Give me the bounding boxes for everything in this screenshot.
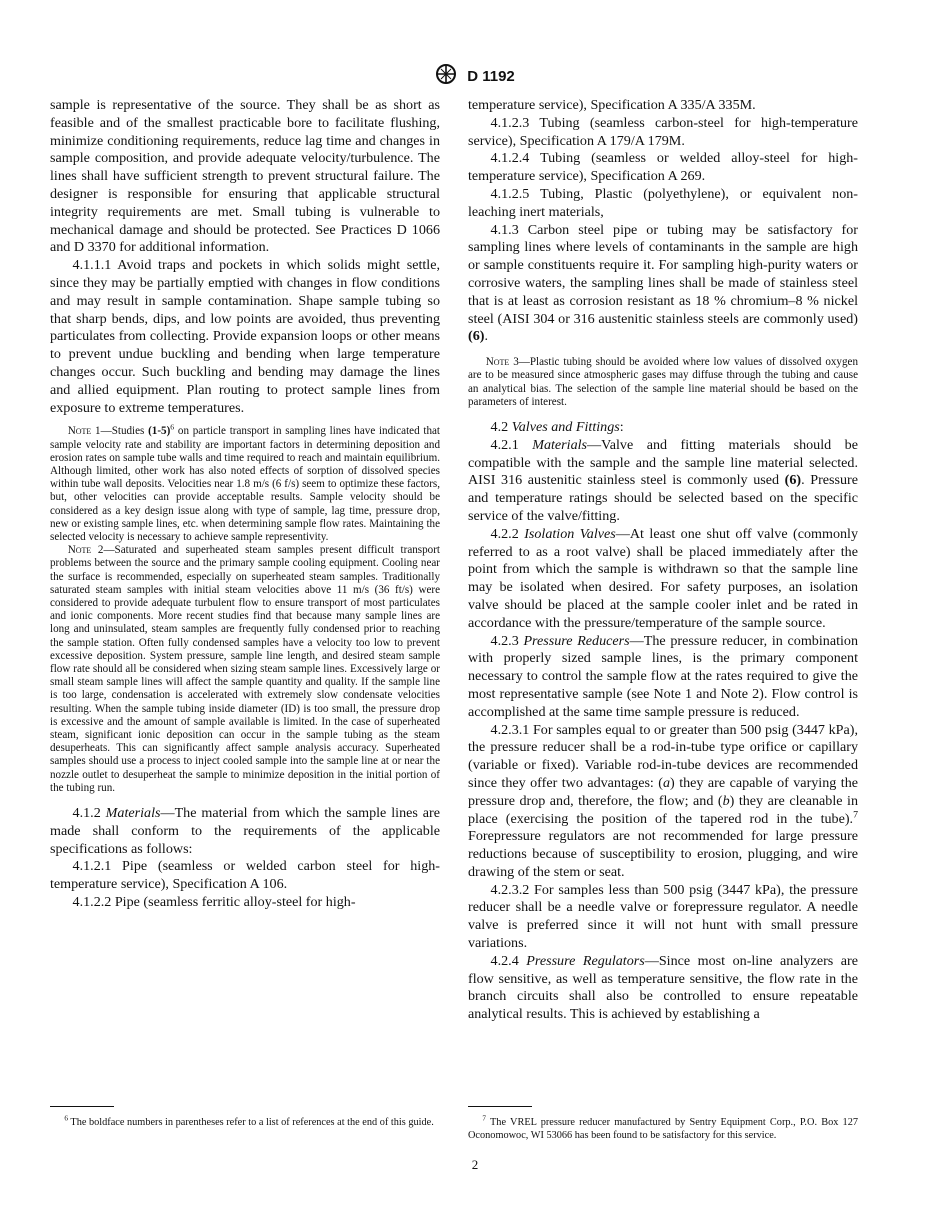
paragraph-4-1-2-2: 4.1.2.2 Pipe (seamless ferritic alloy-steel for high- <box>72 894 356 911</box>
document-id: D 1192 <box>467 68 515 85</box>
paragraph: temperature service), Specification A 335/A 335M. <box>468 97 756 113</box>
paragraph-4-2-3-1: 4.2.3.1 For samples equal to or greater than 500 psig (3447 kPa), the pressure reducer shall be a rod-in-tube type orifice or capillary (variable or fixed). Variable rod-in-tube devices are recommended since they offer two advantages: (a) they are capable of varying the pressure drop and, therefore, the flow; and (b) they are cleanable in place (exercising the position of the tapered rod in the tube).$^7$ Forepressure regulators are not recommended for large pressure reductions because of susceptibility to erosion, plugging, and wire drawing of the stem or seat. <box>468 721 858 880</box>
paragraph-4-2-3: 4.2.3 Pressure Reducers—The pressure reducer, in combination with properly sized sample lines, is the primary component necessary to control the sample flow at the rates required to give the most representative sample (see Note 1 and Note 2). Flow control is accomplished at the same time sample pressure is reduced. <box>468 632 859 720</box>
paragraph-4-2-4: 4.2.4 Pressure Regulators—Since most on-line analyzers are flow sensitive, as well as temperature sensitive, the flow rate in the branch circuits shall also be controlled to ensure repeatable analytical results. This is achieved by establishing a <box>468 952 858 1023</box>
paragraph-4-2-1: 4.2.1 Materials—Valve and fitting materials should be compatible with the sample and the sample line material selected. AISI 316 austenitic stainless steel is commonly used (6). Pressure and temperature ratings should be selected based on the specific service of the valve/fitting. <box>468 436 858 524</box>
paragraph-4-1-3: 4.1.3 Carbon steel pipe or tubing may be satisfactory for sampling lines where levels of contaminants in the sample are high or sample constituents require it. For sampling high-purity waters or corrosive waters, the sampling lines shall be made of stainless steel that is at least as corrosion resistant as 18 % chromium–8 % nickel steel (AISI 304 or 316 austenitic stainless steels are commonly used) (6). <box>468 221 858 345</box>
footnote-rule <box>50 1106 114 1107</box>
left-column <box>50 97 440 912</box>
reference: (6) <box>784 472 802 489</box>
section-title: Materials <box>105 805 161 822</box>
reference: (6) <box>468 328 485 345</box>
paragraph-4-1-2-5: 4.1.2.5 Tubing, Plastic (polyethylene), or equivalent non-leaching inert materials, <box>468 185 858 220</box>
page-header <box>0 64 950 89</box>
note-label: Note 2 <box>67 544 104 557</box>
paragraph-4-1-2-1: 4.1.2.1 Pipe (seamless or welded carbon steel for high-temperature service), Specification A 106. <box>50 858 440 893</box>
paragraph-4-1-2: 4.1.2 Materials—The material from which the sample lines are made shall conform to the requirements of the applicable specifications as follows: <box>50 805 440 857</box>
footnote-6: $^6$ The boldface numbers in parentheses refer to a list of references at the end of this guide. <box>64 1114 434 1128</box>
note-1: Note 1—Studies $(1-5)^6$ on particle transport in sampling lines have indicated that sample velocity rate and stability are important factors in determining deposition and erosion rates on sample tube walls and time required to reach and maintain equilibrium. Although limited, other work has also noted effects of sorption of dissolved species within tube wall deposits. Velocities near 1.8 m/s (6 f/s) seem to optimize these factors, but, other velocities can provide acceptable results. Sample velocity should be considered as a key design issue along with type of sample, lag time, pressure drop, new or existing sample lines, etc. when determining sample flow rates. Maintaining the selected velocity is necessary to achieve sample representivity. <box>50 422 440 543</box>
footnote-marker: 6 <box>170 422 175 432</box>
paragraph-4-2-2: 4.2.2 Isolation Valves—At least one shut off valve (commonly referred to as a root valve) shall be placed immediately after the point from which the sample is withdrawn so that the sample line may be isolated when desired. For safety purposes, an isolation valve should be placed at the sample cooler inlet and be rated in accordance with the pressure/temperature of the sample source. <box>468 525 858 631</box>
paragraph-4-2-3-2: 4.2.3.2 For samples less than 500 psig (3447 kPa), the pressure reducer shall be a needle valve or forepressure regulator. A needle valve is preferred since it will not hunt with small pressure variations. <box>468 881 858 952</box>
footnote-marker: 7 <box>853 808 858 820</box>
section-title: Pressure Reducers <box>523 632 630 649</box>
right-column <box>468 97 858 1024</box>
astm-logo-icon <box>435 64 457 89</box>
paragraph-4-1-2-3: 4.1.2.3 Tubing (seamless carbon-steel for high-temperature service), Specification A 179/A 179M. <box>468 114 858 149</box>
footnote-rule <box>468 1106 532 1107</box>
paragraph: sample is representative of the source. They shall be as short as feasible and of the smallest practicable bore to facilitate flushing, minimize conditioning requirements, reduce lag time and changes in sample composition, and provide adequate velocity/turbulence. The lines shall have sufficient strength to prevent structural failure. The designer is responsible for ensuring that applicable structural integrity requirements are met. Small tubing is vulnerable to mechanical damage and should be protected. See Practices D 1066 and D 3370 for additional information. <box>50 97 440 256</box>
section-title: Materials <box>532 436 588 453</box>
footnote-7: $^7$ The VREL pressure reducer manufactured by Sentry Equipment Corp., P.O. Box 127 Oconomowoc, WI 53066 has been found to be satisfactory for this service. <box>468 1114 858 1141</box>
note-label: Note 1 <box>67 425 101 438</box>
note-2: Note 2—Saturated and superheated steam samples present difficult transport problems between the source and the primary sample cooling equipment. Cooling near the surface is recommended, especially on superheated steam samples. Traditionally saturated steam samples with initial steam velocities above 11 m/s (36 ft/s) were considered to provide adequate turbulent flow to ensure transport of most particulates and ionic components. More recent studies find that because many sample lines are long and uninsulated, steam samples are frequently fully condensed prior to reaching the sample station. Often fully condensed samples have a velocity too low to prevent excessive deposition. System pressure, sample line length, and desired steam sample flow rate should all be considered when sizing steam sample lines. Excessively large or small steam sample lines will affect the sample quantity and quality. If the sample line is too large, condensation is accelerated with extremely slow condensate velocities resulting. When the sample tubing inside diameter (ID) is too small, the pressure drop is excessive and the amount of sample available is limited. In the case of superheated steam, significant ionic deposition can occur in the sample tubing as the steam desuperheats. This can significantly affect sample analysis accuracy. Superheated samples should use a process to inject cooled sample into the sample line at or near the nozzle outlet to desuperheat the sample to minimize deposition in the initial portion of the tubing run. <box>50 544 440 794</box>
section-title: Isolation Valves <box>524 525 616 542</box>
section-title: Pressure Regulators <box>526 952 645 969</box>
section-title: Valves and Fittings <box>511 418 620 435</box>
reference: (1-5) <box>148 425 171 438</box>
paragraph-4-1-2-4: 4.1.2.4 Tubing (seamless or welded alloy-steel for high-temperature service), Specification A 269. <box>468 150 858 185</box>
note-label: Note 3 <box>485 356 519 369</box>
paragraph-4-1-1-1: 4.1.1.1 Avoid traps and pockets in which solids might settle, since they may be partially emptied with changes in flow conditions and may result in sample contamination. Shape sample tubing so that sharp bends, dips, and low points are avoided, thus preventing particulates from collecting. Provide expansion loops or other means to prevent undue buckling and bending when large temperature changes occur. Such buckling and bending may damage the lines and allied equipment. Plan routing to protect sample lines from exposure to extreme temperatures. <box>50 257 440 416</box>
page-number: 2 <box>471 1157 479 1172</box>
paragraph-4-2: 4.2 Valves and Fittings: <box>490 418 624 435</box>
note-3: Note 3—Plastic tubing should be avoided where low values of dissolved oxygen are to be measured since atmospheric gases may diffuse through the tubing and cause an analytical bias. The selection of the sample line material should be based on the parameters of interest. <box>468 356 858 408</box>
